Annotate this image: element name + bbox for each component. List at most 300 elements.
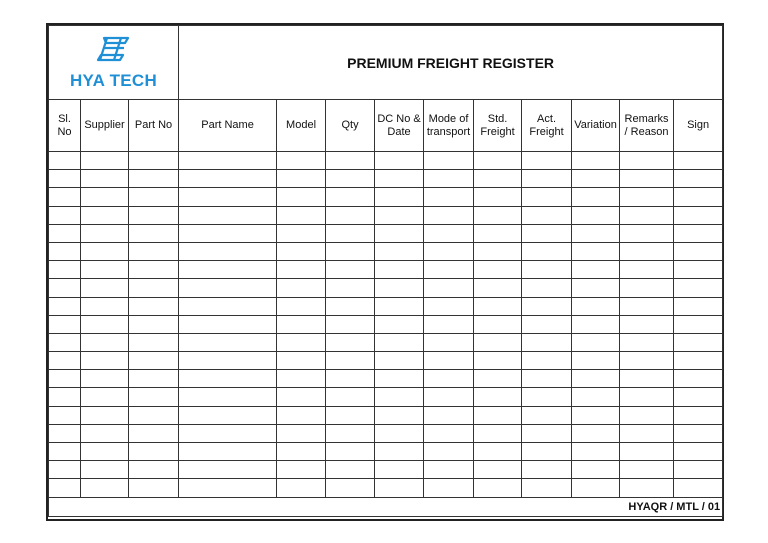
cell-model[interactable] — [277, 406, 326, 424]
cell-part-no[interactable] — [129, 370, 179, 388]
cell-part-no[interactable] — [129, 479, 179, 497]
cell-variation[interactable] — [572, 443, 620, 461]
table-row — [49, 188, 723, 206]
cell-remarks-reason[interactable] — [620, 188, 674, 206]
cell-sl-no[interactable] — [49, 370, 81, 388]
column-header-part-no — [129, 100, 179, 152]
cell-dc-no-date[interactable] — [375, 261, 424, 279]
cell-part-no[interactable] — [129, 297, 179, 315]
cell-dc-no-date[interactable] — [375, 333, 424, 351]
cell-part-name[interactable] — [179, 461, 277, 479]
cell-part-no[interactable] — [129, 261, 179, 279]
cell-dc-no-date[interactable] — [375, 315, 424, 333]
cell-supplier[interactable] — [81, 406, 129, 424]
cell-model[interactable] — [277, 333, 326, 351]
column-header-act-freight — [522, 100, 572, 152]
cell-supplier[interactable] — [81, 424, 129, 442]
cell-part-name[interactable] — [179, 170, 277, 188]
table-row — [49, 170, 723, 188]
cell-supplier[interactable] — [81, 206, 129, 224]
cell-part-name[interactable] — [179, 388, 277, 406]
cell-supplier[interactable] — [81, 315, 129, 333]
cell-std-freight[interactable] — [474, 461, 522, 479]
cell-model[interactable] — [277, 352, 326, 370]
cell-part-no[interactable] — [129, 443, 179, 461]
column-header-line: DC No & — [377, 112, 421, 125]
cell-qty[interactable] — [326, 461, 375, 479]
table-row — [49, 352, 723, 370]
cell-sign[interactable] — [674, 279, 723, 297]
cell-std-freight[interactable] — [474, 388, 522, 406]
column-header-supplier — [81, 100, 129, 152]
cell-variation[interactable] — [572, 424, 620, 442]
cell-part-name[interactable] — [179, 443, 277, 461]
cell-dc-no-date[interactable] — [375, 224, 424, 242]
column-header-sl-no — [49, 100, 81, 152]
table-row — [49, 152, 723, 170]
cell-supplier[interactable] — [81, 461, 129, 479]
cell-model[interactable] — [277, 170, 326, 188]
cell-supplier[interactable] — [81, 370, 129, 388]
cell-std-freight[interactable] — [474, 352, 522, 370]
logo-cell — [49, 26, 179, 100]
column-header-line: Model — [286, 119, 317, 131]
cell-remarks-reason[interactable] — [620, 424, 674, 442]
cell-part-no[interactable] — [129, 461, 179, 479]
cell-variation[interactable] — [572, 242, 620, 260]
cell-sl-no[interactable] — [49, 388, 81, 406]
cell-act-freight[interactable] — [522, 461, 572, 479]
cell-sl-no[interactable] — [49, 424, 81, 442]
cell-remarks-reason[interactable] — [620, 170, 674, 188]
cell-supplier[interactable] — [81, 352, 129, 370]
cell-supplier[interactable] — [81, 152, 129, 170]
cell-sl-no[interactable] — [49, 188, 81, 206]
cell-mode-of-transport[interactable] — [424, 170, 474, 188]
cell-act-freight[interactable] — [522, 479, 572, 497]
cell-remarks-reason[interactable] — [620, 261, 674, 279]
table-row — [49, 261, 723, 279]
cell-model[interactable] — [277, 261, 326, 279]
cell-act-freight[interactable] — [522, 315, 572, 333]
cell-qty[interactable] — [326, 206, 375, 224]
cell-part-no[interactable] — [129, 424, 179, 442]
cell-model[interactable] — [277, 315, 326, 333]
column-header-line: Std. — [487, 112, 508, 125]
cell-supplier[interactable] — [81, 224, 129, 242]
cell-variation[interactable] — [572, 406, 620, 424]
cell-qty[interactable] — [326, 279, 375, 297]
cell-std-freight[interactable] — [474, 224, 522, 242]
column-header-line: Freight — [480, 125, 515, 138]
column-header-row — [49, 100, 723, 152]
document-code: HYAQR / MTL / 01 — [49, 497, 723, 516]
cell-remarks-reason[interactable] — [620, 279, 674, 297]
cell-dc-no-date[interactable] — [375, 461, 424, 479]
cell-supplier[interactable] — [81, 279, 129, 297]
cell-sign[interactable] — [674, 297, 723, 315]
cell-supplier[interactable] — [81, 261, 129, 279]
cell-variation[interactable] — [572, 388, 620, 406]
column-header-line: Sl. — [58, 112, 71, 125]
cell-qty[interactable] — [326, 224, 375, 242]
cell-part-name[interactable] — [179, 424, 277, 442]
cell-act-freight[interactable] — [522, 333, 572, 351]
cell-std-freight[interactable] — [474, 297, 522, 315]
cell-variation[interactable] — [572, 461, 620, 479]
cell-qty[interactable] — [326, 370, 375, 388]
cell-qty[interactable] — [326, 188, 375, 206]
cell-part-name[interactable] — [179, 279, 277, 297]
table-row — [49, 279, 723, 297]
cell-model[interactable] — [277, 388, 326, 406]
cell-qty[interactable] — [326, 297, 375, 315]
cell-part-name[interactable] — [179, 261, 277, 279]
table-row — [49, 242, 723, 260]
cell-supplier[interactable] — [81, 333, 129, 351]
cell-sign[interactable] — [674, 461, 723, 479]
cell-remarks-reason[interactable] — [620, 479, 674, 497]
cell-remarks-reason[interactable] — [620, 443, 674, 461]
cell-part-name[interactable] — [179, 242, 277, 260]
cell-dc-no-date[interactable] — [375, 406, 424, 424]
cell-part-name[interactable] — [179, 333, 277, 351]
cell-sl-no[interactable] — [49, 279, 81, 297]
cell-std-freight[interactable] — [474, 424, 522, 442]
cell-mode-of-transport[interactable] — [424, 424, 474, 442]
cell-dc-no-date[interactable] — [375, 279, 424, 297]
table-row — [49, 461, 723, 479]
cell-act-freight[interactable] — [522, 261, 572, 279]
cell-part-name[interactable] — [179, 406, 277, 424]
cell-sign[interactable] — [674, 424, 723, 442]
cell-std-freight[interactable] — [474, 315, 522, 333]
cell-mode-of-transport[interactable] — [424, 388, 474, 406]
cell-std-freight[interactable] — [474, 479, 522, 497]
cell-qty[interactable] — [326, 261, 375, 279]
cell-remarks-reason[interactable] — [620, 406, 674, 424]
cell-sign[interactable] — [674, 333, 723, 351]
cell-qty[interactable] — [326, 479, 375, 497]
cell-sl-no[interactable] — [49, 242, 81, 260]
cell-remarks-reason[interactable] — [620, 242, 674, 260]
cell-model[interactable] — [277, 370, 326, 388]
cell-part-name[interactable] — [179, 315, 277, 333]
cell-sign[interactable] — [674, 188, 723, 206]
column-header-line: Mode of — [428, 112, 469, 125]
cell-act-freight[interactable] — [522, 152, 572, 170]
cell-dc-no-date[interactable] — [375, 297, 424, 315]
column-header-line: Variation — [574, 119, 617, 131]
cell-supplier[interactable] — [81, 170, 129, 188]
cell-sl-no[interactable] — [49, 297, 81, 315]
cell-part-name[interactable] — [179, 152, 277, 170]
cell-remarks-reason[interactable] — [620, 152, 674, 170]
cell-variation[interactable] — [572, 152, 620, 170]
cell-variation[interactable] — [572, 224, 620, 242]
cell-sign[interactable] — [674, 315, 723, 333]
column-header-sign — [674, 100, 723, 152]
cell-act-freight[interactable] — [522, 424, 572, 442]
cell-act-freight[interactable] — [522, 224, 572, 242]
column-header-line: No — [57, 125, 72, 138]
cell-model[interactable] — [277, 152, 326, 170]
column-header-mode-of-transport — [424, 100, 474, 152]
cell-part-no[interactable] — [129, 152, 179, 170]
cell-sl-no[interactable] — [49, 224, 81, 242]
cell-part-name[interactable] — [179, 206, 277, 224]
cell-mode-of-transport[interactable] — [424, 461, 474, 479]
cell-sign[interactable] — [674, 443, 723, 461]
cell-qty[interactable] — [326, 406, 375, 424]
cell-remarks-reason[interactable] — [620, 206, 674, 224]
cell-sl-no[interactable] — [49, 315, 81, 333]
cell-variation[interactable] — [572, 479, 620, 497]
cell-mode-of-transport[interactable] — [424, 206, 474, 224]
cell-std-freight[interactable] — [474, 188, 522, 206]
cell-part-no[interactable] — [129, 333, 179, 351]
cell-remarks-reason[interactable] — [620, 352, 674, 370]
cell-sign[interactable] — [674, 206, 723, 224]
cell-dc-no-date[interactable] — [375, 388, 424, 406]
table-row — [49, 443, 723, 461]
cell-sign[interactable] — [674, 242, 723, 260]
cell-mode-of-transport[interactable] — [424, 242, 474, 260]
cell-qty[interactable] — [326, 424, 375, 442]
cell-mode-of-transport[interactable] — [424, 406, 474, 424]
cell-variation[interactable] — [572, 315, 620, 333]
cell-part-name[interactable] — [179, 479, 277, 497]
cell-mode-of-transport[interactable] — [424, 370, 474, 388]
cell-sign[interactable] — [674, 370, 723, 388]
cell-sl-no[interactable] — [49, 461, 81, 479]
cell-supplier[interactable] — [81, 242, 129, 260]
cell-qty[interactable] — [326, 333, 375, 351]
column-header-line: Qty — [341, 119, 359, 131]
column-header-variation — [572, 100, 620, 152]
cell-act-freight[interactable] — [522, 443, 572, 461]
cell-sign[interactable] — [674, 479, 723, 497]
cell-std-freight[interactable] — [474, 170, 522, 188]
cell-supplier[interactable] — [81, 479, 129, 497]
cell-model[interactable] — [277, 224, 326, 242]
cell-supplier[interactable] — [81, 443, 129, 461]
table-row — [49, 206, 723, 224]
cell-variation[interactable] — [572, 170, 620, 188]
cell-dc-no-date[interactable] — [375, 424, 424, 442]
table-row — [49, 224, 723, 242]
cell-model[interactable] — [277, 443, 326, 461]
cell-qty[interactable] — [326, 315, 375, 333]
cell-sl-no[interactable] — [49, 152, 81, 170]
cell-variation[interactable] — [572, 297, 620, 315]
cell-act-freight[interactable] — [522, 279, 572, 297]
cell-part-name[interactable] — [179, 188, 277, 206]
cell-act-freight[interactable] — [522, 170, 572, 188]
cell-sign[interactable] — [674, 170, 723, 188]
cell-part-no[interactable] — [129, 352, 179, 370]
cell-act-freight[interactable] — [522, 297, 572, 315]
cell-sign[interactable] — [674, 388, 723, 406]
cell-mode-of-transport[interactable] — [424, 352, 474, 370]
cell-supplier[interactable] — [81, 297, 129, 315]
cell-dc-no-date[interactable] — [375, 370, 424, 388]
cell-variation[interactable] — [572, 206, 620, 224]
cell-remarks-reason[interactable] — [620, 370, 674, 388]
cell-std-freight[interactable] — [474, 370, 522, 388]
cell-mode-of-transport[interactable] — [424, 261, 474, 279]
cell-model[interactable] — [277, 188, 326, 206]
cell-supplier[interactable] — [81, 188, 129, 206]
cell-model[interactable] — [277, 479, 326, 497]
table-row — [49, 297, 723, 315]
cell-mode-of-transport[interactable] — [424, 297, 474, 315]
table-row — [49, 315, 723, 333]
cell-act-freight[interactable] — [522, 370, 572, 388]
cell-std-freight[interactable] — [474, 261, 522, 279]
cell-sign[interactable] — [674, 224, 723, 242]
cell-sign[interactable] — [674, 152, 723, 170]
cell-mode-of-transport[interactable] — [424, 333, 474, 351]
column-header-line: Part No — [134, 119, 173, 131]
cell-variation[interactable] — [572, 279, 620, 297]
cell-std-freight[interactable] — [474, 279, 522, 297]
table-row — [49, 388, 723, 406]
cell-part-name[interactable] — [179, 297, 277, 315]
cell-act-freight[interactable] — [522, 352, 572, 370]
column-header-line: transport — [426, 125, 471, 138]
cell-mode-of-transport[interactable] — [424, 224, 474, 242]
cell-act-freight[interactable] — [522, 242, 572, 260]
cell-model[interactable] — [277, 424, 326, 442]
cell-act-freight[interactable] — [522, 206, 572, 224]
cell-std-freight[interactable] — [474, 406, 522, 424]
cell-variation[interactable] — [572, 370, 620, 388]
hya-tech-logo-icon — [94, 34, 134, 64]
cell-part-name[interactable] — [179, 224, 277, 242]
column-header-line: / Reason — [624, 125, 669, 138]
cell-sl-no[interactable] — [49, 261, 81, 279]
table-row — [49, 424, 723, 442]
document-title: PREMIUM FREIGHT REGISTER — [179, 26, 723, 100]
cell-qty[interactable] — [326, 443, 375, 461]
table-row — [49, 333, 723, 351]
cell-dc-no-date[interactable] — [375, 206, 424, 224]
column-header-line: Supplier — [84, 119, 125, 131]
cell-remarks-reason[interactable] — [620, 224, 674, 242]
table-row — [49, 370, 723, 388]
column-header-dc-no-date — [375, 100, 424, 152]
cell-variation[interactable] — [572, 333, 620, 351]
cell-mode-of-transport[interactable] — [424, 279, 474, 297]
cell-dc-no-date[interactable] — [375, 352, 424, 370]
premium-freight-register-table — [48, 25, 723, 517]
cell-model[interactable] — [277, 206, 326, 224]
cell-qty[interactable] — [326, 170, 375, 188]
cell-part-no[interactable] — [129, 242, 179, 260]
column-header-line: Sign — [687, 119, 710, 131]
column-header-line: Remarks — [624, 112, 669, 125]
column-header-std-freight — [474, 100, 522, 152]
cell-remarks-reason[interactable] — [620, 461, 674, 479]
cell-part-no[interactable] — [129, 188, 179, 206]
cell-part-name[interactable] — [179, 370, 277, 388]
column-header-remarks-reason — [620, 100, 674, 152]
cell-sign[interactable] — [674, 261, 723, 279]
cell-act-freight[interactable] — [522, 406, 572, 424]
cell-part-no[interactable] — [129, 279, 179, 297]
column-header-part-name — [179, 100, 277, 152]
cell-mode-of-transport[interactable] — [424, 152, 474, 170]
cell-remarks-reason[interactable] — [620, 297, 674, 315]
cell-sl-no[interactable] — [49, 443, 81, 461]
cell-std-freight[interactable] — [474, 206, 522, 224]
cell-qty[interactable] — [326, 388, 375, 406]
cell-model[interactable] — [277, 242, 326, 260]
cell-remarks-reason[interactable] — [620, 333, 674, 351]
cell-dc-no-date[interactable] — [375, 170, 424, 188]
cell-std-freight[interactable] — [474, 152, 522, 170]
cell-dc-no-date[interactable] — [375, 242, 424, 260]
cell-qty[interactable] — [326, 242, 375, 260]
cell-std-freight[interactable] — [474, 333, 522, 351]
cell-part-no[interactable] — [129, 170, 179, 188]
cell-sl-no[interactable] — [49, 333, 81, 351]
cell-act-freight[interactable] — [522, 388, 572, 406]
cell-mode-of-transport[interactable] — [424, 188, 474, 206]
cell-model[interactable] — [277, 461, 326, 479]
cell-mode-of-transport[interactable] — [424, 315, 474, 333]
cell-variation[interactable] — [572, 261, 620, 279]
cell-sl-no[interactable] — [49, 170, 81, 188]
cell-variation[interactable] — [572, 188, 620, 206]
cell-part-no[interactable] — [129, 315, 179, 333]
cell-qty[interactable] — [326, 152, 375, 170]
cell-std-freight[interactable] — [474, 242, 522, 260]
cell-part-no[interactable] — [129, 224, 179, 242]
column-header-model — [277, 100, 326, 152]
cell-dc-no-date[interactable] — [375, 188, 424, 206]
cell-sl-no[interactable] — [49, 206, 81, 224]
cell-part-no[interactable] — [129, 206, 179, 224]
cell-qty[interactable] — [326, 352, 375, 370]
cell-sl-no[interactable] — [49, 406, 81, 424]
cell-part-no[interactable] — [129, 406, 179, 424]
cell-model[interactable] — [277, 297, 326, 315]
cell-remarks-reason[interactable] — [620, 388, 674, 406]
cell-sign[interactable] — [674, 406, 723, 424]
column-header-line: Act. — [537, 112, 556, 125]
cell-mode-of-transport[interactable] — [424, 443, 474, 461]
cell-sl-no[interactable] — [49, 479, 81, 497]
cell-dc-no-date[interactable] — [375, 479, 424, 497]
cell-std-freight[interactable] — [474, 443, 522, 461]
cell-remarks-reason[interactable] — [620, 315, 674, 333]
cell-act-freight[interactable] — [522, 188, 572, 206]
column-header-line: Part Name — [201, 119, 254, 131]
cell-supplier[interactable] — [81, 388, 129, 406]
cell-model[interactable] — [277, 279, 326, 297]
cell-part-no[interactable] — [129, 388, 179, 406]
cell-dc-no-date[interactable] — [375, 443, 424, 461]
cell-dc-no-date[interactable] — [375, 152, 424, 170]
cell-mode-of-transport[interactable] — [424, 479, 474, 497]
column-header-line: Date — [387, 125, 411, 138]
cell-sl-no[interactable] — [49, 352, 81, 370]
cell-part-name[interactable] — [179, 352, 277, 370]
cell-variation[interactable] — [572, 352, 620, 370]
cell-sign[interactable] — [674, 352, 723, 370]
